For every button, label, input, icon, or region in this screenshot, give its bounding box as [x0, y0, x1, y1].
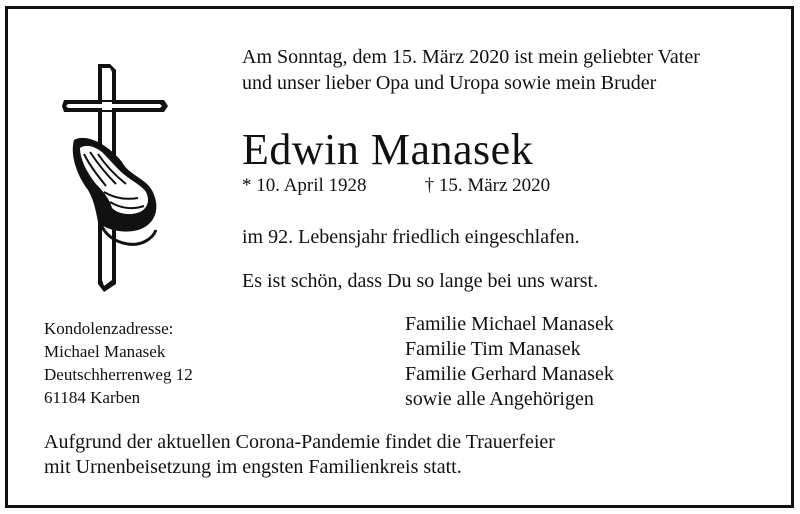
condolence-address: [44, 317, 193, 409]
address-line: Michael Manasek: [44, 342, 166, 361]
family-line: Familie Gerhard Manasek: [405, 363, 614, 385]
cross-with-praying-hands-icon: [60, 62, 170, 294]
family-signatures: [405, 312, 614, 412]
footer-line: mit Urnenbeisetzung im engsten Familienkreis statt.: [44, 456, 462, 478]
intro-line: und unser lieber Opa und Uropa sowie mein Bruder: [242, 72, 657, 94]
life-dates: [242, 174, 550, 198]
address-line: 61184 Karben: [44, 388, 141, 407]
address-line: Deutschherrenweg 12: [44, 365, 193, 384]
footer-line: Aufgrund der aktuellen Corona-Pandemie findet die Trauerfeier: [44, 431, 555, 453]
intro-line: Am Sonntag, dem 15. März 2020 ist mein geliebter Vater: [242, 46, 700, 68]
family-line: Familie Michael Manasek: [405, 313, 614, 335]
family-line: sowie alle Angehörigen: [405, 388, 594, 410]
death-date: † 15. März 2020: [424, 175, 551, 196]
birth-date: * 10. April 1928: [242, 175, 367, 196]
family-line: Familie Tim Manasek: [405, 338, 581, 360]
message-passing: im 92. Lebensjahr friedlich eingeschlafen.: [242, 226, 580, 248]
funeral-notice: [44, 430, 555, 480]
message-farewell: Es ist schön, dass Du so lange bei uns warst.: [242, 270, 599, 292]
intro-text: [242, 44, 700, 96]
address-line: Kondolenzadresse:: [44, 319, 174, 338]
deceased-name: Edwin Manasek: [242, 125, 534, 174]
